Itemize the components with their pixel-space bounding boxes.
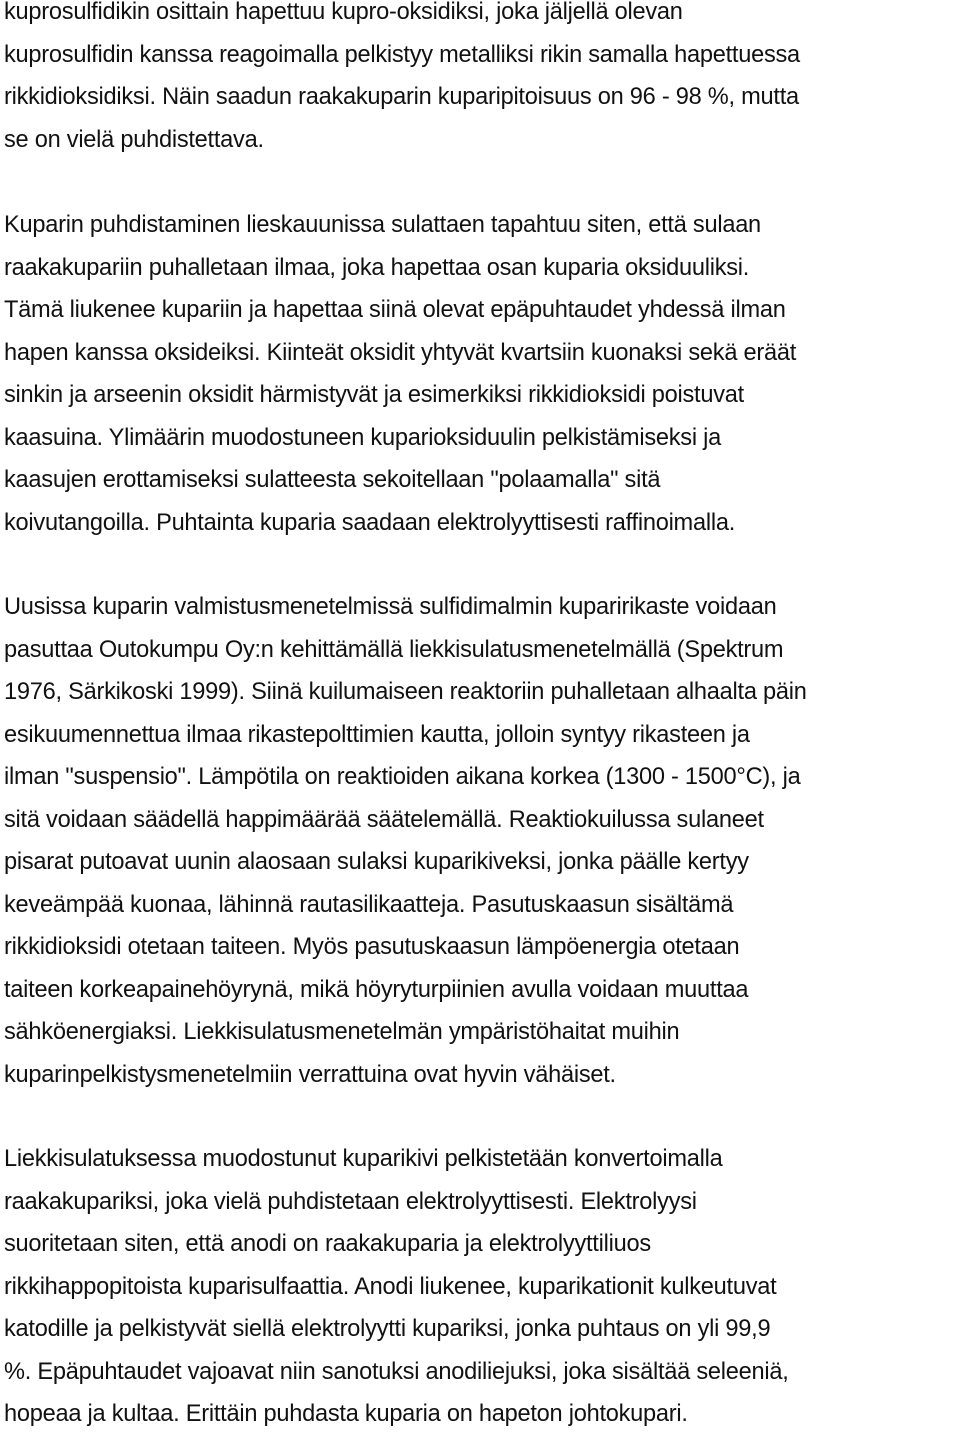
text-line: taiteen korkeapainehöyrynä, mikä höyryturpiinien avulla voidaan muuttaa xyxy=(4,976,749,1003)
text-line: rikkidioksidi otetaan taiteen. Myös pasutuskaasun lämpöenergia otetaan xyxy=(4,934,740,960)
text-line: rikkihappopitoista kuparisulfaattia. Anodi liukenee, kuparikationit kulkeutuvat xyxy=(4,1273,777,1300)
text-line: Liekkisulatuksessa muodostunut kuparikivi pelkistetään konvertoimalla xyxy=(4,1146,723,1172)
text-line: hapen kanssa oksideiksi. Kiinteät oksidit yhtyvät kvartsiin kuonaksi sekä eräät xyxy=(4,339,797,366)
text-line: kaasuina. Ylimäärin muodostuneen kuparioksiduulin pelkistämiseksi ja xyxy=(4,424,721,451)
text-line: hopeaa ja kultaa. Erittäin puhdasta kuparia on hapeton johtokupari. xyxy=(4,1401,688,1427)
text-line: kuprosulfidin kanssa reagoimalla pelkistyy metalliksi rikin samalla hapettuessa xyxy=(4,41,800,68)
text-line: sitä voidaan säädellä happimäärää säätelemällä. Reaktiokuilussa sulaneet xyxy=(4,806,764,833)
text-line: kuparinpelkistysmenetelmiin verrattuina ovat hyvin vähäiset. xyxy=(4,1061,616,1088)
text-line: kaasujen erottamiseksi sulatteesta sekoitellaan "polaamalla" sitä xyxy=(4,467,661,493)
text-line: koivutangoilla. Puhtainta kuparia saadaan elektrolyyttisesti raffinoimalla. xyxy=(4,509,735,536)
text-line: kuprosulfidikin osittain hapettuu kupro-oksidiksi, joka jäljellä olevan xyxy=(4,0,683,25)
text-line: Uusissa kuparin valmistusmenetelmissä sulfidimalmin kuparirikaste voidaan xyxy=(4,594,777,620)
text-line: suoritetaan siten, että anodi on raakakuparia ja elektrolyyttiliuos xyxy=(4,1231,651,1257)
paragraph-electrolysis xyxy=(4,1138,954,1436)
text-line: pasuttaa Outokumpu Oy:n kehittämällä liekkisulatusmenetelmällä (Spektrum xyxy=(4,636,784,663)
text-line: se on vielä puhdistettava. xyxy=(4,126,264,153)
paragraph-flash-smelting xyxy=(4,586,954,1096)
text-line: sähköenergiaksi. Liekkisulatusmenetelmän ympäristöhaitat muihin xyxy=(4,1019,680,1045)
text-line: sinkin ja arseenin oksidit härmistyvät ja esimerkiksi rikkidioksidi poistuvat xyxy=(4,382,744,408)
paragraph-copper-reduction xyxy=(4,0,954,161)
text-line: 1976, Särkikoski 1999). Siinä kuilumaiseen reaktoriin puhalletaan alhaalta päin xyxy=(4,679,807,705)
text-line: pisarat putoavat uunin alaosaan sulaksi kuparikiveksi, jonka päälle kertyy xyxy=(4,849,749,875)
text-line: rikkidioksidiksi. Näin saadun raakakuparin kuparipitoisuus on 96 - 98 %, mutta xyxy=(4,84,799,110)
text-line: ilman "suspensio". Lämpötila on reaktioiden aikana korkea (1300 - 1500°C), ja xyxy=(4,764,801,790)
text-line: esikuumennettua ilmaa rikastepolttimien kautta, jolloin syntyy rikasteen ja xyxy=(4,721,750,748)
text-line: Kuparin puhdistaminen lieskauunissa sulattaen tapahtuu siten, että sulaan xyxy=(4,212,761,238)
text-line: raakakupariksi, joka vielä puhdistetaan elektrolyyttisesti. Elektrolyysi xyxy=(4,1188,697,1215)
text-line: keveämpää kuonaa, lähinnä rautasilikaatteja. Pasutuskaasun sisältämä xyxy=(4,891,734,918)
text-line: %. Epäpuhtaudet vajoavat niin sanotuksi anodiliejuksi, joka sisältää seleeniä, xyxy=(4,1358,789,1385)
text-line: katodille ja pelkistyvät siellä elektrolyytti kupariksi, jonka puhtaus on yli 99,9 xyxy=(4,1316,771,1342)
paragraph-refining xyxy=(4,204,954,544)
text-line: Tämä liukenee kupariin ja hapettaa siinä olevat epäpuhtaudet yhdessä ilman xyxy=(4,297,786,323)
text-line: raakakupariin puhalletaan ilmaa, joka hapettaa osan kuparia oksiduuliksi. xyxy=(4,254,750,281)
